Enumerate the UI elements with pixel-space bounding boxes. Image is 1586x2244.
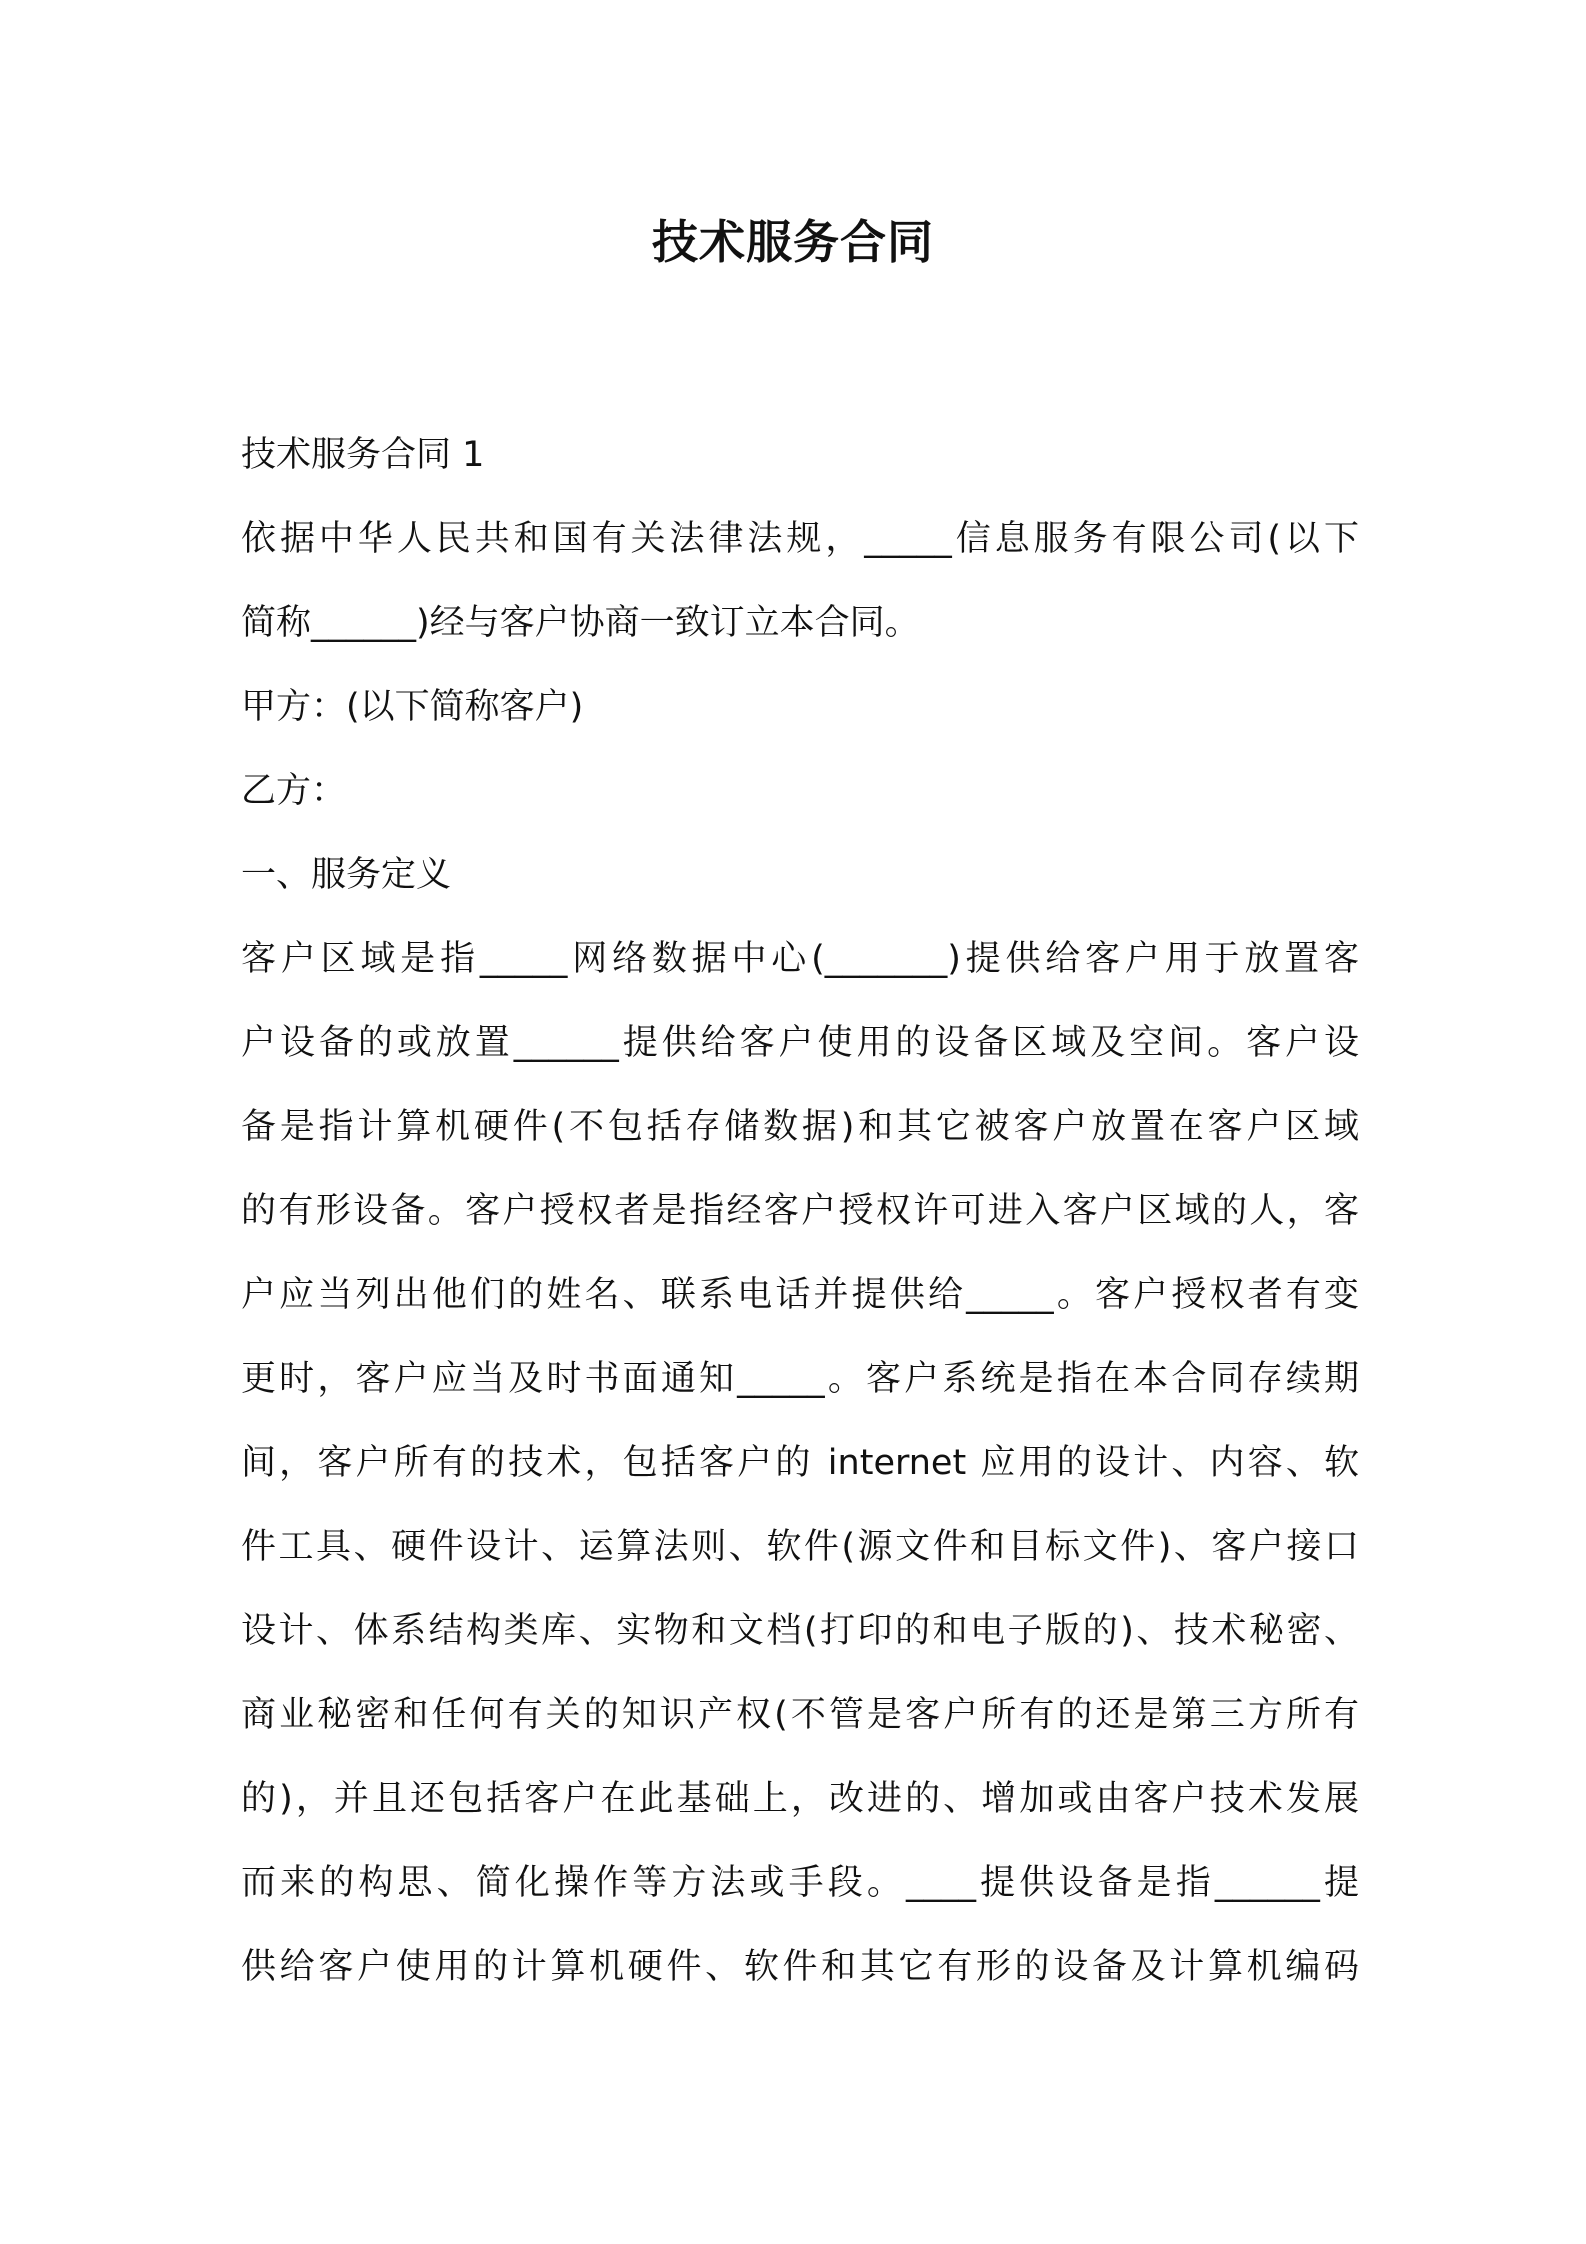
party-b-line: 乙方： [241,771,347,811]
paragraph-line: 间，客户所有的技术，包括客户的 internet 应用的设计、内容、软 [241,1443,1359,1483]
paragraph-line: 的有形设备。客户授权者是指经客户授权许可进入客户区域的人，客 [241,1191,1359,1231]
paragraph-line: 依据中华人民共和国有关法律法规，_____信息服务有限公司(以下 [241,519,1359,559]
paragraph-line: 的)，并且还包括客户在此基础上，改进的、增加或由客户技术发展 [241,1779,1359,1819]
paragraph-line: 户应当列出他们的姓名、联系电话并提供给_____。客户授权者有变 [241,1275,1359,1315]
paragraph-line: 设计、体系结构类库、实物和文档(打印的和电子版的)、技术秘密、 [241,1611,1359,1651]
paragraph-line: 商业秘密和任何有关的知识产权(不管是客户所有的还是第三方所有 [241,1695,1359,1735]
paragraph-line: 供给客户使用的计算机硬件、软件和其它有形的设备及计算机编码 [241,1947,1359,1987]
paragraph-line: 客户区域是指_____网络数据中心(_______)提供给客户用于放置客 [241,939,1359,979]
paragraph-line: 件工具、硬件设计、运算法则、软件(源文件和目标文件)、客户接口 [241,1527,1359,1567]
paragraph-line: 更时，客户应当及时书面通知_____。客户系统是指在本合同存续期 [241,1359,1359,1399]
paragraph-line: 而来的构思、简化操作等方法或手段。____提供设备是指______提 [241,1863,1359,1903]
section-heading: 一、服务定义 [241,855,452,895]
party-a-line: 甲方：(以下简称客户) [241,687,584,727]
document-title: 技术服务合同 [652,215,934,269]
paragraph-line: 简称______)经与客户协商一致订立本合同。 [241,603,920,643]
paragraph-line: 户设备的或放置______提供给客户使用的设备区域及空间。客户设 [241,1023,1359,1063]
document-body [241,413,1359,2009]
paragraph-line: 备是指计算机硬件(不包括存储数据)和其它被客户放置在客户区域 [241,1107,1359,1147]
section-heading: 技术服务合同 1 [241,435,485,475]
